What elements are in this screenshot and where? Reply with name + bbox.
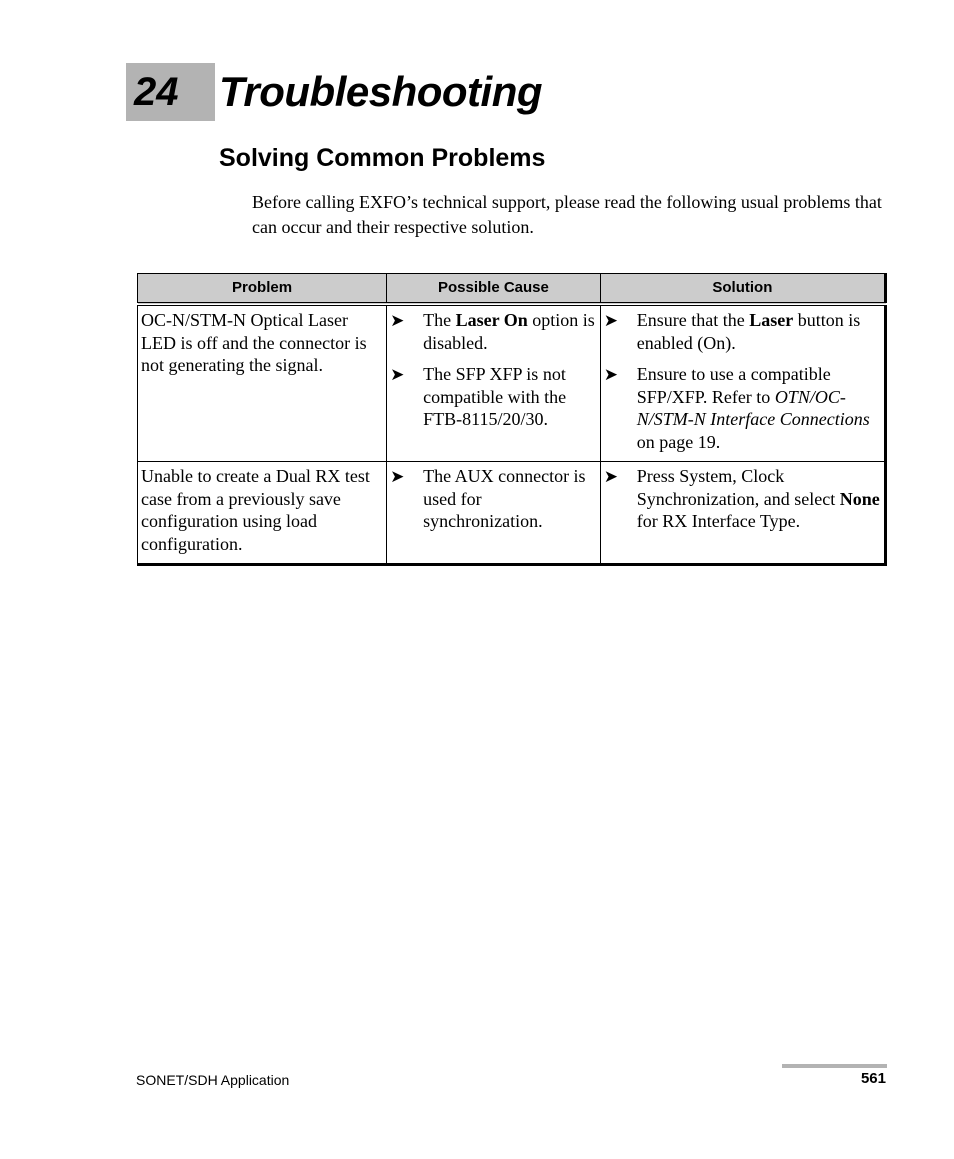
footer-rule [782,1064,887,1068]
solution-cell [600,462,885,565]
intro-paragraph: Before calling EXFO’s technical support, please read the following usual problems that can occur and their respective solution. [252,192,882,237]
page-number: 561 [860,1070,886,1087]
solution-cell [600,304,885,462]
arrow-bullet-icon: ➤ [603,365,619,385]
cross-reference: OTN/OC-N/STM-N Interface Connections [636,386,870,429]
header-problem: Problem [138,274,387,305]
arrow-bullet-icon: ➤ [603,467,619,487]
chapter-number: 24 [134,70,179,114]
arrow-bullet-icon: ➤ [603,311,619,331]
chapter-title: Troubleshooting [219,68,543,115]
section-title: Solving Common Problems [219,144,546,172]
footer-document-title: SONET/SDH Application [136,1072,290,1088]
arrow-bullet-icon: ➤ [390,467,405,487]
problem-cell: Unable to create a Dual RX test case from a previously save configuration using load configuration. [138,462,387,565]
solution-item: ➤ Ensure to use a compatible SFP/XFP. Refer to OTN/OC-N/STM-N Interface Connections on page 19. [603,364,870,452]
table-header-row [138,274,886,305]
troubleshooting-table [137,273,887,566]
table-row [138,462,886,565]
arrow-bullet-icon: ➤ [390,311,405,331]
solution-item: ➤ Press System, Clock Synchronization, and select None for RX Interface Type. [603,466,880,531]
solution-item: ➤ Ensure that the Laser button is enabled (On). [603,310,861,353]
table-row [138,304,886,462]
problem-cell: OC-N/STM-N Optical Laser LED is off and the connector is not generating the signal. [138,304,387,462]
cause-item: ➤ The Laser On option is disabled. [390,310,595,353]
cause-cell [387,462,601,565]
cause-cell [387,304,601,462]
header-possible-cause: Possible Cause [387,274,601,305]
cause-item: ➤ The SFP XFP is not compatible with the FTB-8115/20/30. [390,364,567,429]
header-solution: Solution [600,274,885,305]
cause-item: ➤ The AUX connector is used for synchronization. [390,466,586,531]
arrow-bullet-icon: ➤ [390,365,405,385]
